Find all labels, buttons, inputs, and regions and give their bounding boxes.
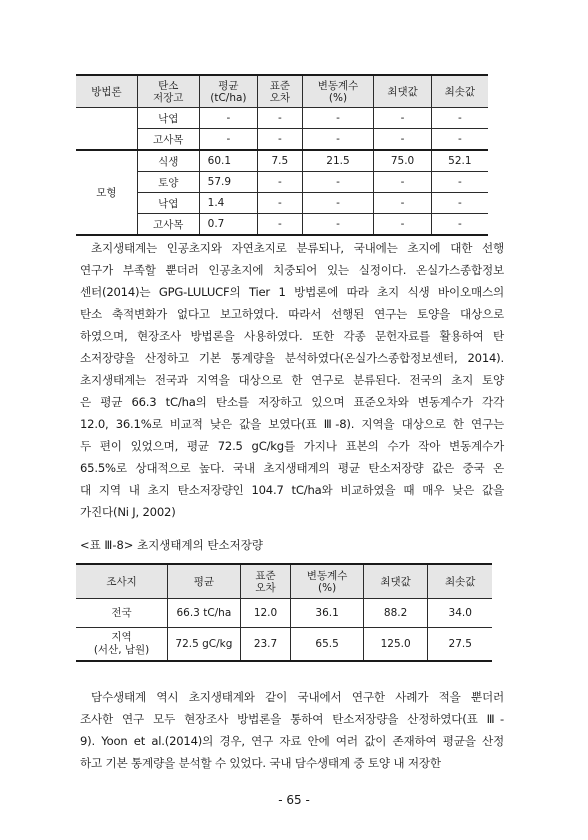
- header-max: 최댓값: [363, 564, 428, 599]
- table-cell: -: [431, 214, 488, 236]
- table-row: [76, 108, 488, 129]
- table-cell: 12.0: [240, 599, 291, 628]
- table-cell: 0.7: [199, 214, 258, 236]
- table-cell: 23.7: [240, 628, 291, 662]
- paragraph-line: 두 편이 있었으며, 평균 72.5 gC/kg를 가지나 표본의 수가 작아 변동계수가: [80, 439, 504, 453]
- table-cell: 36.1: [291, 599, 363, 628]
- table-cell: -: [374, 172, 431, 193]
- table-cell: -: [258, 129, 302, 151]
- table-cell: 낙엽: [137, 193, 199, 214]
- page-number: - 65 -: [278, 793, 310, 807]
- paragraph-line: 조사한 연구 모두 현장조사 방법론을 통하여 탄소저장량을 산정하였다(표 Ⅲ-: [80, 712, 504, 726]
- body-paragraph-grassland: [80, 237, 504, 523]
- paragraph-line: 탄소 축적변화가 없다고 보고하였다. 따라서 선행된 연구는 토양을 대상으로: [80, 307, 504, 321]
- table-row: [76, 214, 488, 236]
- header-cv: 변동계수 (%): [302, 75, 374, 108]
- paragraph-line: 하고 기본 통계량을 분석할 수 있었다. 국내 담수생태계 중 토양 내 저장한: [80, 756, 441, 770]
- table-cell: -: [374, 214, 431, 236]
- table-cell: -: [431, 129, 488, 151]
- table-cell: -: [258, 172, 302, 193]
- table-row: [76, 172, 488, 193]
- carbon-storage-table-partial: [76, 74, 488, 236]
- table-row: [76, 129, 488, 151]
- paragraph-line: 9). Yoon et al.(2014)의 경우, 연구 자료 안에 여러 값이 존재하여 평균을 산정: [80, 734, 504, 748]
- paragraph-line: 소저장량을 산정하고 기본 통계량을 분석하였다(온실가스종합정보센터, 2014).: [80, 351, 504, 365]
- header-method: 방법론: [76, 75, 137, 108]
- table-cell: -: [258, 108, 302, 129]
- paragraph-line: 65.5%로 상대적으로 높다. 국내 초지생태계의 평균 탄소저장량 값은 중국 온: [80, 461, 504, 475]
- header-site: 조사지: [76, 564, 168, 599]
- header-carbon-pool: 탄소 저장고: [137, 75, 199, 108]
- table-row: [76, 599, 492, 628]
- table-cell: -: [431, 172, 488, 193]
- header-mean: 평균: [168, 564, 241, 599]
- table-header-row: [76, 75, 488, 108]
- table-cell: 125.0: [363, 628, 428, 662]
- table-cell: 75.0: [374, 150, 431, 172]
- table-cell: -: [199, 129, 258, 151]
- header-mean: 평균 (tC/ha): [199, 75, 258, 108]
- table-caption: <표 Ⅲ-8> 초지생태계의 탄소저장량: [80, 538, 263, 552]
- table-cell: 1.4: [199, 193, 258, 214]
- table-cell: 65.5: [291, 628, 363, 662]
- table-row: [76, 150, 488, 172]
- header-std-error: 표준 오차: [240, 564, 291, 599]
- header-std-error: 표준 오차: [258, 75, 302, 108]
- table-cell: 식생: [137, 150, 199, 172]
- table-cell: -: [302, 193, 374, 214]
- grassland-carbon-table: [76, 563, 492, 662]
- body-paragraph-freshwater: [80, 686, 504, 774]
- paragraph-line: 대 지역 내 초지 탄소저장량인 104.7 tC/ha와 비교하였을 때 매우 낮은 값을: [80, 483, 504, 497]
- table-cell: 72.5 gC/kg: [168, 628, 241, 662]
- table-cell: 57.9: [199, 172, 258, 193]
- paragraph-line: 하였으며, 현장조사 방법론을 사용하였다. 또한 각종 문헌자료를 활용하여 탄: [80, 329, 504, 343]
- table-cell: 토양: [137, 172, 199, 193]
- table-cell: -: [258, 193, 302, 214]
- paragraph-line: 12.0, 36.1%로 비교적 낮은 값을 보였다(표 Ⅲ-8). 지역을 대상으로 한 연구는: [80, 417, 504, 431]
- method-cell-model: 모형: [76, 150, 137, 235]
- paragraph-line: 센터(2014)는 GPG-LULUCF의 Tier 1 방법론에 따라 초지 식생 바이오매스의: [80, 285, 504, 299]
- table-header-row: [76, 564, 492, 599]
- table-cell: 전국: [76, 599, 168, 628]
- table-cell: 고사목: [137, 129, 199, 151]
- table-cell: 27.5: [428, 628, 492, 662]
- table-row: [76, 628, 492, 662]
- table-row: [76, 193, 488, 214]
- header-max: 최댓값: [374, 75, 431, 108]
- paragraph-line: 은 평균 66.3 tC/ha의 탄소를 저장하고 있으며 표준오차와 변동계수가 각각: [80, 395, 504, 409]
- method-cell-empty: [76, 108, 137, 151]
- header-min: 최솟값: [428, 564, 492, 599]
- paragraph-line: 연구가 부족할 뿐더러 인공초지에 치중되어 있는 실정이다. 온실가스종합정보: [80, 263, 504, 277]
- table-cell: 7.5: [258, 150, 302, 172]
- paragraph-line: 가진다(Ni J, 2002): [80, 505, 176, 519]
- table-cell: 66.3 tC/ha: [168, 599, 241, 628]
- table-cell: -: [258, 214, 302, 236]
- header-cv: 변동계수 (%): [291, 564, 363, 599]
- table-cell: -: [302, 172, 374, 193]
- table-cell: 52.1: [431, 150, 488, 172]
- table-cell: -: [431, 193, 488, 214]
- table-cell: -: [302, 129, 374, 151]
- paragraph-line: 초지생태계는 전국과 지역을 대상으로 한 연구로 분류된다. 전국의 초지 토양: [80, 373, 504, 387]
- table-cell: -: [374, 193, 431, 214]
- table-cell: 고사목: [137, 214, 199, 236]
- paragraph-line: 담수생태계 역시 초지생태계와 같이 국내에서 연구한 사례가 적을 뿐더러: [91, 690, 504, 704]
- table-cell: 60.1: [199, 150, 258, 172]
- table-cell: 낙엽: [137, 108, 199, 129]
- header-min: 최솟값: [431, 75, 488, 108]
- table-cell: 88.2: [363, 599, 428, 628]
- table-cell: -: [302, 214, 374, 236]
- table-cell: 21.5: [302, 150, 374, 172]
- table-cell: -: [431, 108, 488, 129]
- paragraph-line: 초지생태계는 인공초지와 자연초지로 분류되나, 국내에는 초지에 대한 선행: [91, 241, 504, 255]
- table-cell: 지역 (서산, 남원): [76, 628, 168, 662]
- table-cell: -: [374, 108, 431, 129]
- table-cell: -: [302, 108, 374, 129]
- table-cell: -: [199, 108, 258, 129]
- table-cell: 34.0: [428, 599, 492, 628]
- table-cell: -: [374, 129, 431, 151]
